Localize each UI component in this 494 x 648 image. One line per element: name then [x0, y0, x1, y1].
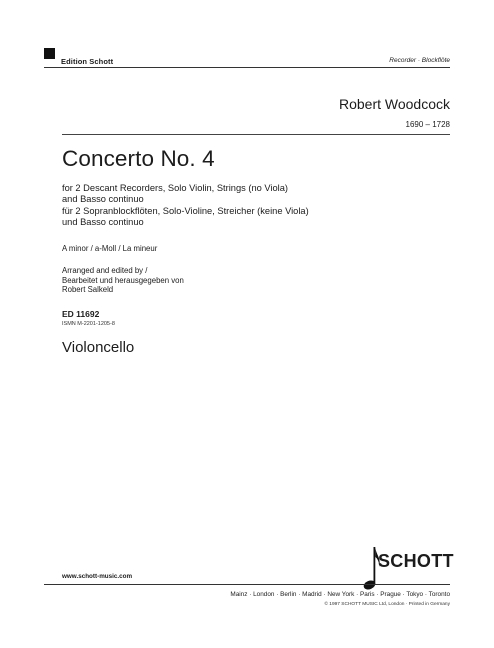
composer-name: Robert Woodcock: [338, 96, 450, 112]
arranger-block: [62, 266, 450, 295]
instrument-label: Recorder · Blockflöte: [389, 57, 450, 64]
instrumentation-line: für 2 Sopranblockflöten, Solo-Violine, Streicher (keine Viola): [62, 205, 309, 216]
title-divider: [62, 134, 450, 135]
arranger-name: Robert Salkeld: [62, 285, 114, 295]
publisher-logo: SCHOTT: [378, 551, 454, 571]
key-signature: A minor / a-Moll / La mineur: [62, 244, 158, 253]
edition-square-mark: [44, 48, 55, 59]
arranger-line: Arranged and edited by /: [62, 266, 148, 275]
top-divider: [44, 67, 450, 68]
website-link[interactable]: www.schott-music.com: [62, 573, 133, 580]
composer-dates: 1690 – 1728: [405, 120, 450, 129]
instrumentation-block: [62, 183, 450, 229]
arranger-line: Bearbeitet und herausgegeben von: [62, 275, 184, 285]
copyright-notice: © 1997 SCHOTT MUSIC Ltd, London · Printed in Germany: [324, 602, 450, 607]
ismn-number: ISMN M-2201-1205-8: [62, 321, 115, 327]
part-name: Violoncello: [62, 339, 135, 356]
publisher-cities: Mainz · London · Berlin · Madrid · New York · Paris · Prague · Tokyo · Toronto: [230, 591, 450, 598]
bottom-divider: [44, 584, 450, 585]
instrumentation-line: and Basso continuo: [62, 194, 144, 205]
edition-label: Edition Schott: [61, 57, 114, 66]
edition-number: ED 11692: [62, 309, 100, 319]
instrumentation-line: for 2 Descant Recorders, Solo Violin, Strings (no Viola): [62, 183, 288, 193]
instrumentation-line: und Basso continuo: [62, 217, 144, 228]
work-title: Concerto No. 4: [62, 146, 215, 171]
